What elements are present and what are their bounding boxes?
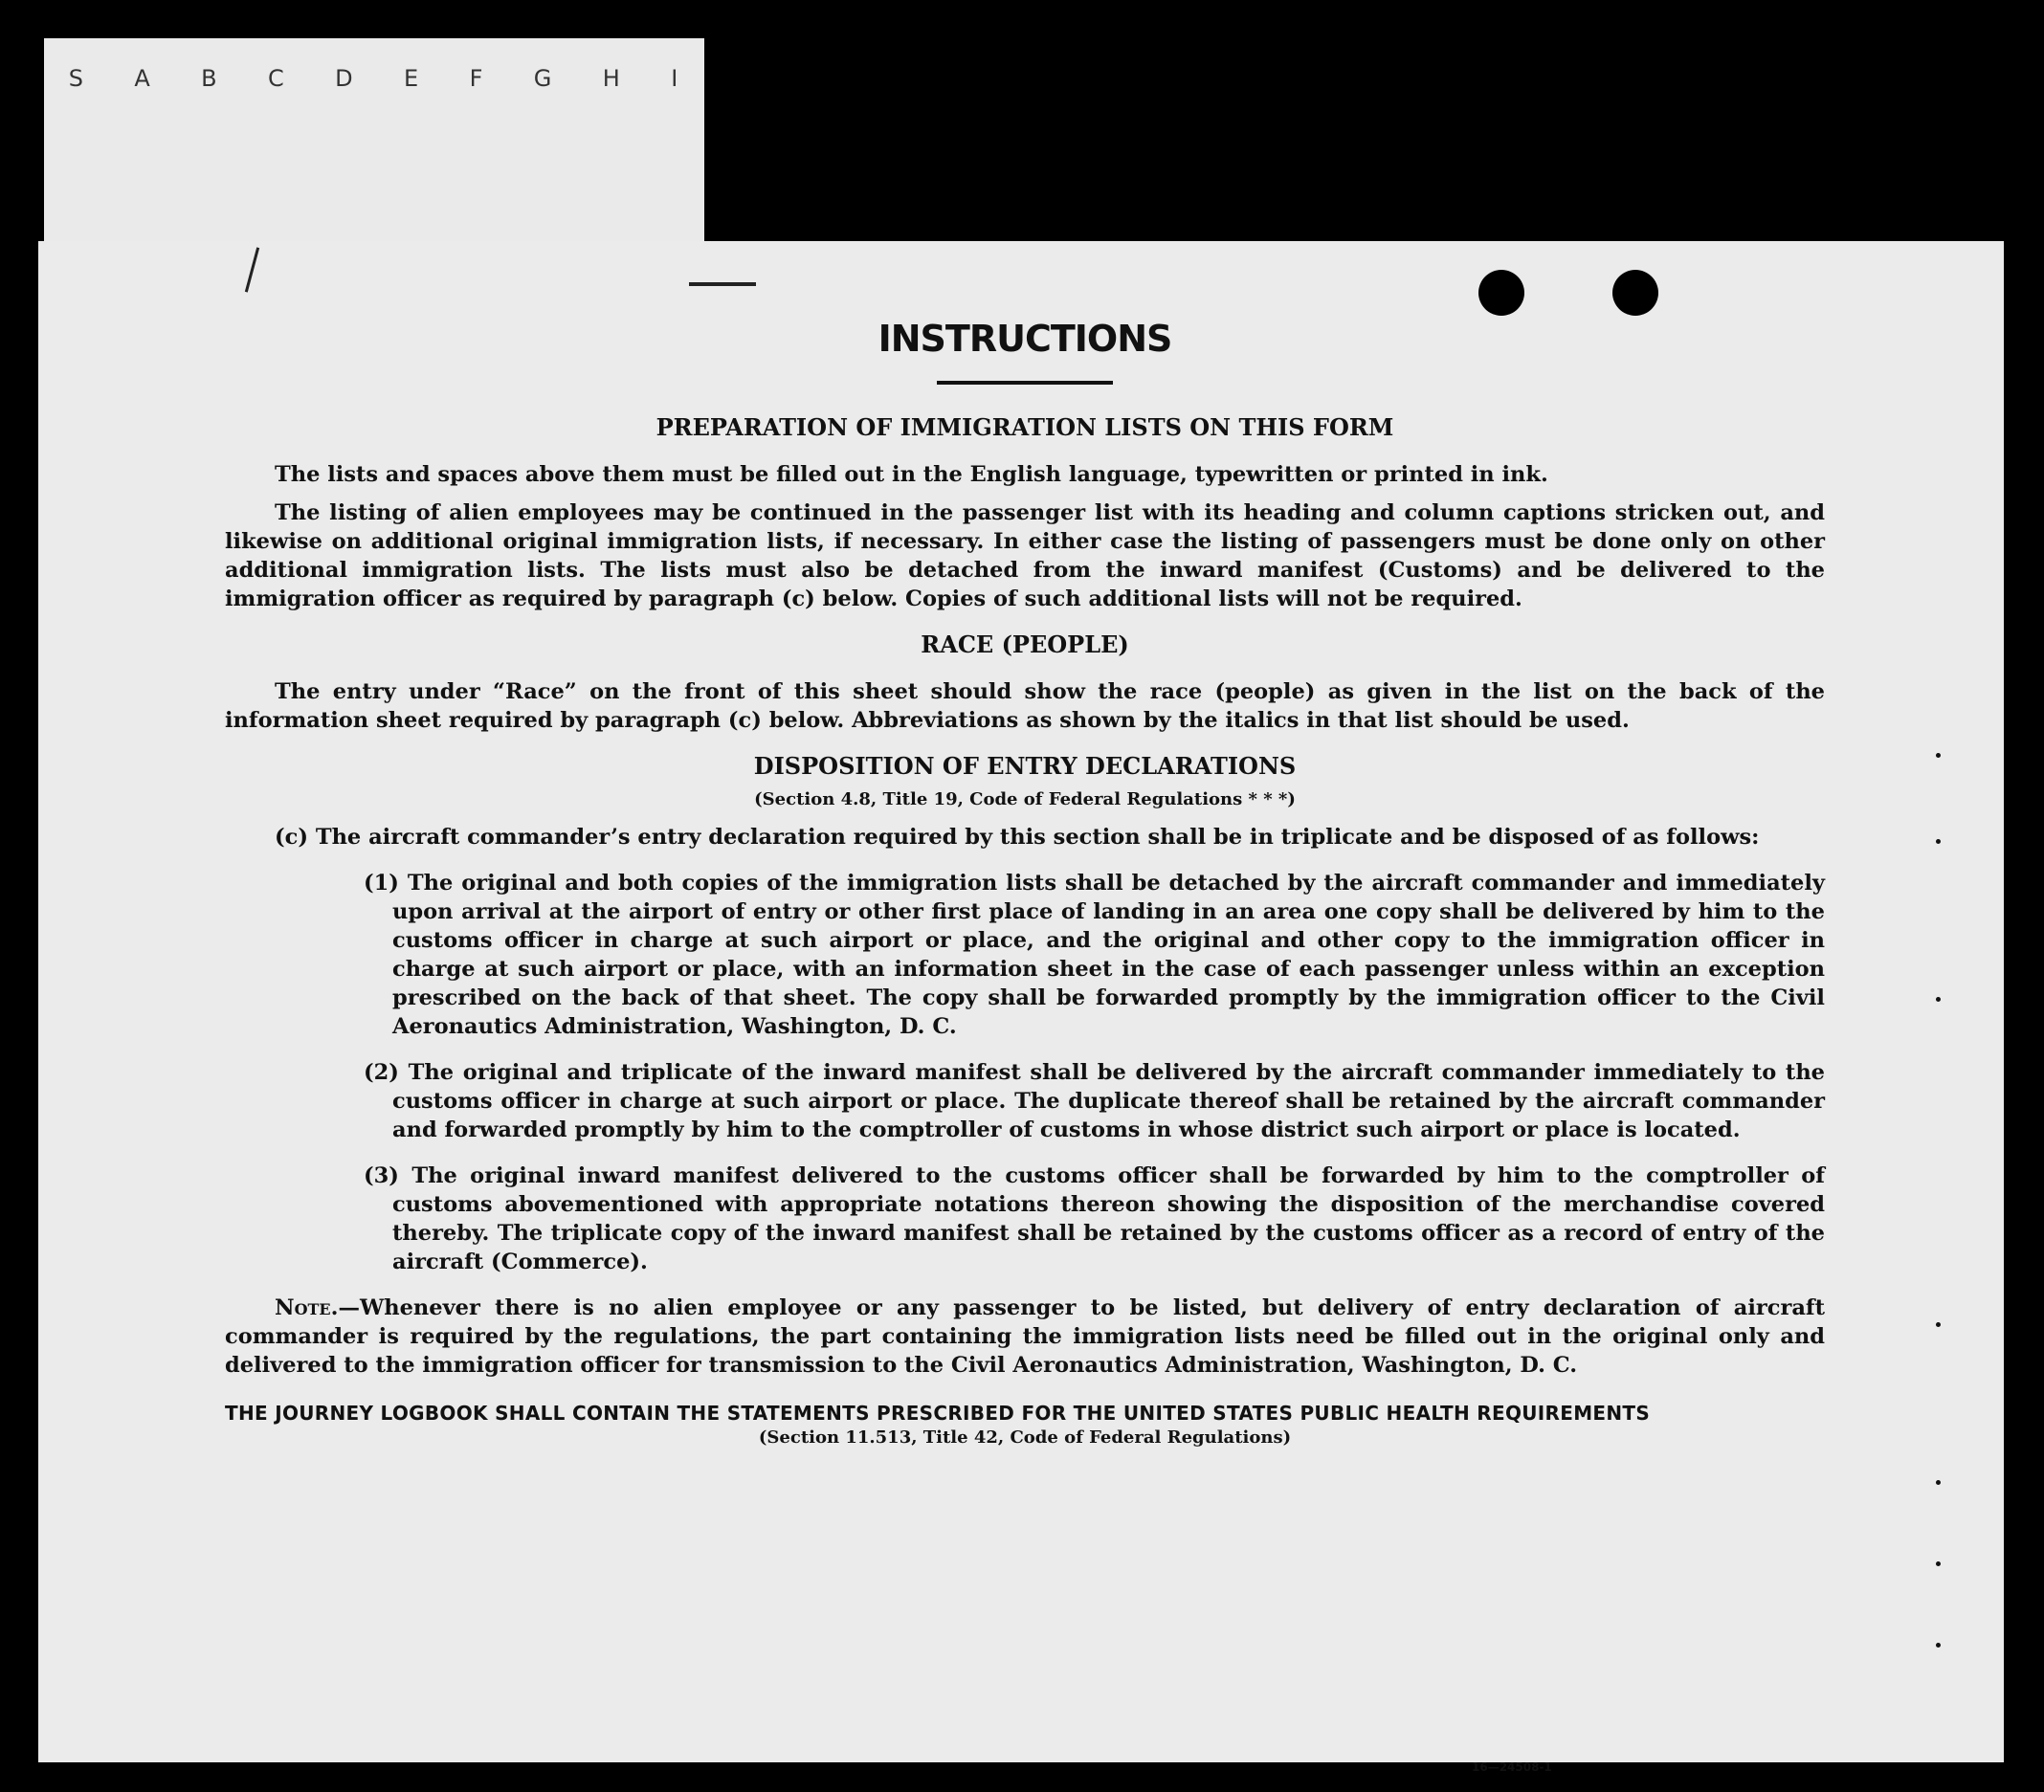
item-number: (2) xyxy=(364,1060,399,1085)
scan-mark xyxy=(1936,1480,1941,1485)
tab-letter: S xyxy=(68,65,85,92)
note-paragraph xyxy=(225,1294,1825,1380)
section-heading-disposition: DISPOSITION OF ENTRY DECLARATIONS xyxy=(753,752,1297,780)
note-text: —Whenever there is no alien employee or any passenger to be listed, but delivery of entry declaration of aircraft commander is required by the regulations, the part containing the immigration lists need be filled out in the original only and delivered to the immigration officer for transmission to the Civil Aeronautics Administration, Washington, D. C. xyxy=(225,1295,1825,1378)
section-heading-preparation: PREPARATION OF IMMIGRATION LISTS ON THIS FORM xyxy=(655,413,1394,441)
list-item xyxy=(225,1161,1825,1276)
tab-letter: I xyxy=(671,65,680,92)
paragraph: The lists and spaces above them must be filled out in the English language, typewritten or printed in ink. xyxy=(275,462,1548,487)
scan-mark xyxy=(1936,839,1941,844)
section-citation: (Section 4.8, Title 19, Code of Federal Regulations * * *) xyxy=(754,789,1296,809)
scan-mark xyxy=(1936,997,1941,1002)
footer-statement: THE JOURNEY LOGBOOK SHALL CONTAIN THE STATEMENTS PRESCRIBED FOR THE UNITED STATES PUBLIC HEALTH REQUIREMENTS xyxy=(225,1402,1651,1425)
tab-letter: H xyxy=(602,65,622,92)
tab-letters xyxy=(44,65,704,92)
paragraph-intro: (c) The aircraft commander’s entry declaration required by this section shall be in triplicate and be disposed of as follows: xyxy=(275,825,1760,850)
instructions-body xyxy=(225,318,1825,1448)
item-text: The original and triplicate of the inward manifest shall be delivered by the aircraft commander immediately to the customs officer in charge at such airport or place. The duplicate thereof shall be retained by the aircraft commander and forwarded promptly by him to the comptroller of customs in whose district such airport or place is located. xyxy=(392,1060,1825,1142)
index-tab xyxy=(44,38,704,268)
scan-mark xyxy=(1936,1643,1941,1648)
list-item xyxy=(225,869,1825,1041)
paragraph: The listing of alien employees may be continued in the passenger list with its heading and column captions stricken out, and likewise on additional original immigration lists, if necessary. In either case the listing of passengers must be done only on other additional immigration lists. The lists must also be detached from the inward manifest (Customs) and be delivered to the immigration officer as required by paragraph (c) below. Copies of such additional lists will not be required. xyxy=(225,500,1825,611)
tab-letter: G xyxy=(533,65,554,92)
form-number: 16—24508-1 xyxy=(1472,1760,1552,1774)
scan-mark xyxy=(1936,1322,1941,1327)
item-number: (3) xyxy=(364,1163,399,1188)
item-text: The original and both copies of the immigration lists shall be detached by the aircraft commander and immediately upon arrival at the airport of entry or other first place of landing in an area one copy shall be delivered by him to the customs officer in charge at such airport or place, and the original and other copy to the immigration officer in charge at such airport or place, with an information sheet in the case of each passenger unless within an exception prescribed on the back of that sheet. The copy shall be forwarded promptly by the immigration officer to the Civil Aeronautics Administration, Washington, D. C. xyxy=(392,871,1825,1039)
page-title: INSTRUCTIONS xyxy=(878,318,1172,360)
tab-letter: B xyxy=(201,65,219,92)
tab-letter: D xyxy=(335,65,355,92)
title-rule xyxy=(937,381,1113,385)
list-item xyxy=(225,1058,1825,1144)
paragraph: The entry under “Race” on the front of this sheet should show the race (people) as given in the list on the back of the information sheet required by paragraph (c) below. Abbreviations as shown by the italics in that list should be used. xyxy=(225,679,1825,733)
punch-hole xyxy=(1612,270,1658,316)
document-sheet xyxy=(38,241,2004,1774)
footer-citation: (Section 11.513, Title 42, Code of Federal Regulations) xyxy=(758,1427,1292,1448)
tab-letter: A xyxy=(134,65,152,92)
tab-letter: C xyxy=(267,65,286,92)
scan-mark xyxy=(1936,753,1941,758)
scan-mark xyxy=(1936,1561,1941,1566)
section-heading-race: RACE (PEOPLE) xyxy=(921,631,1129,658)
item-text: The original inward manifest delivered to the customs officer shall be forwarded by him to the comptroller of customs abovementioned with appropriate notations thereon showing the disposition of the merchandise covered thereby. The triplicate copy of the inward manifest shall be retained by the customs officer as a record of entry of the aircraft (Commerce). xyxy=(392,1163,1825,1274)
item-number: (1) xyxy=(364,871,399,896)
ink-smudge xyxy=(689,282,756,286)
tab-letter: E xyxy=(404,65,421,92)
note-lead: Note. xyxy=(275,1295,339,1320)
punch-hole xyxy=(1478,270,1524,316)
tab-letter: F xyxy=(469,65,485,92)
pen-mark xyxy=(245,247,259,292)
